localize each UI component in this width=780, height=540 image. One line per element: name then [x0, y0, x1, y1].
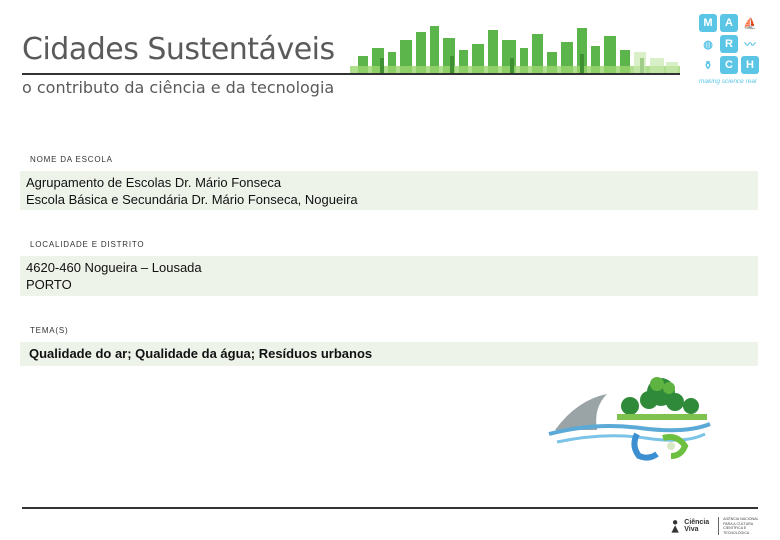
page-subtitle: o contributo da ciência e da tecnologia — [22, 78, 335, 97]
header-rule — [22, 73, 680, 75]
location-label: LOCALIDADE E DISTRITO — [30, 240, 145, 249]
themes-field — [20, 342, 758, 366]
march-letter-c: C — [720, 56, 738, 74]
agency-line-2: PARA A CULTURA — [723, 521, 754, 526]
footer-rule — [22, 507, 758, 509]
footer-separator — [718, 517, 719, 535]
themes-line-1: Qualidade do ar; Qualidade da água; Resíduos urbanos — [29, 346, 373, 361]
march-tagline: making science real — [699, 78, 757, 85]
sustainability-emblem — [545, 372, 715, 468]
school-name-line-1: Agrupamento de Escolas Dr. Mário Fonseca — [26, 175, 282, 190]
agency-line-3: CIENTÍFICA E TECNOLÓGICA — [723, 526, 750, 535]
location-line-1: 4620-460 Nogueira – Lousada — [26, 260, 202, 275]
ciencia-viva-brand: Ciência Viva — [684, 519, 710, 533]
agency-text — [723, 517, 760, 535]
city-skyline-graphic — [350, 22, 680, 74]
march-logo-grid — [699, 14, 763, 74]
themes-label: TEMA(S) — [30, 326, 69, 335]
sailboat-icon: ⛵ — [741, 14, 759, 32]
march-logo — [699, 14, 763, 85]
page-title: Cidades Sustentáveis — [22, 32, 335, 67]
agency-line-1: AGÊNCIA NACIONAL — [723, 517, 759, 521]
school-name-field — [20, 171, 758, 210]
march-letter-h: H — [741, 56, 759, 74]
fish-icon: 〰 — [741, 35, 759, 53]
shell-icon: ◍ — [699, 35, 717, 53]
location-line-2: PORTO — [26, 277, 72, 292]
location-field — [20, 256, 758, 296]
ciencia-viva-symbol-icon — [670, 517, 680, 535]
march-letter-a: A — [720, 14, 738, 32]
march-letter-m: M — [699, 14, 717, 32]
bucket-icon: ⚱ — [699, 56, 717, 74]
school-name-label: NOME DA ESCOLA — [30, 155, 113, 164]
march-letter-r: R — [720, 35, 738, 53]
school-name-line-2: Escola Básica e Secundária Dr. Mário Fonseca, Nogueira — [26, 192, 358, 207]
ciencia-viva-logo — [670, 515, 760, 537]
